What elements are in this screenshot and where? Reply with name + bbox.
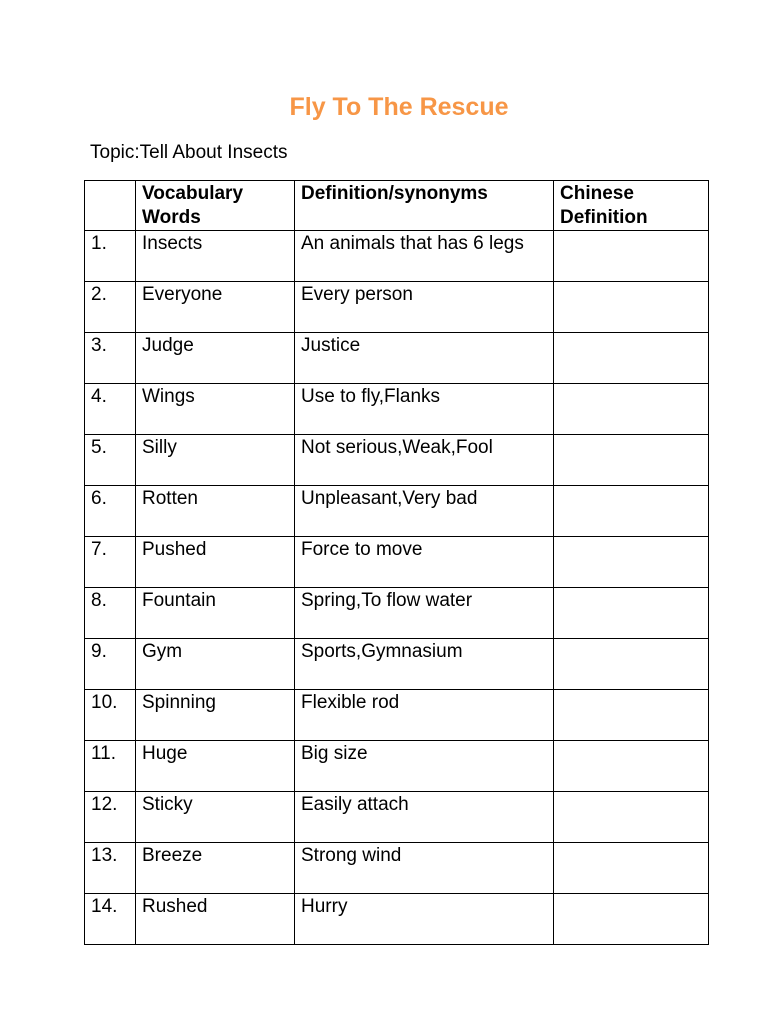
vocabulary-table [84,180,709,945]
chinese-definition-cell[interactable] [554,384,709,435]
definition-cell: Not serious,Weak,Fool [295,435,554,486]
table-row [85,741,709,792]
vocabulary-word: Judge [136,333,295,384]
chinese-definition-cell[interactable] [554,741,709,792]
vocabulary-word: Insects [136,231,295,282]
table-row [85,333,709,384]
vocabulary-word: Rushed [136,894,295,945]
row-number: 11. [85,741,136,792]
row-number: 13. [85,843,136,894]
chinese-definition-cell[interactable] [554,282,709,333]
header-vocabulary-words: Vocabulary Words [136,181,295,231]
document-title: Fly To The Rescue [289,93,509,121]
vocabulary-word: Everyone [136,282,295,333]
chinese-definition-cell[interactable] [554,537,709,588]
chinese-definition-cell[interactable] [554,435,709,486]
table-body [85,231,709,945]
row-number: 14. [85,894,136,945]
table-row [85,639,709,690]
definition-cell: Unpleasant,Very bad [295,486,554,537]
table-row [85,894,709,945]
row-number: 12. [85,792,136,843]
chinese-definition-cell[interactable] [554,894,709,945]
chinese-definition-cell[interactable] [554,231,709,282]
header-number [85,181,136,231]
vocabulary-word: Breeze [136,843,295,894]
row-number: 8. [85,588,136,639]
definition-cell: An animals that has 6 legs [295,231,554,282]
vocabulary-word: Huge [136,741,295,792]
definition-cell: Force to move [295,537,554,588]
chinese-definition-cell[interactable] [554,843,709,894]
chinese-definition-cell[interactable] [554,486,709,537]
definition-cell: Easily attach [295,792,554,843]
row-number: 1. [85,231,136,282]
table-row [85,588,709,639]
vocabulary-word: Pushed [136,537,295,588]
row-number: 9. [85,639,136,690]
chinese-definition-cell[interactable] [554,588,709,639]
definition-cell: Strong wind [295,843,554,894]
table-row [85,435,709,486]
topic-line: Topic:Tell About Insects [90,142,288,163]
vocabulary-word: Gym [136,639,295,690]
vocabulary-word: Sticky [136,792,295,843]
row-number: 6. [85,486,136,537]
row-number: 4. [85,384,136,435]
chinese-definition-cell[interactable] [554,639,709,690]
table-row [85,282,709,333]
table-row [85,690,709,741]
chinese-definition-cell[interactable] [554,792,709,843]
table-row [85,792,709,843]
table-row [85,486,709,537]
table-row [85,537,709,588]
row-number: 3. [85,333,136,384]
table-header-row [85,181,709,231]
row-number: 10. [85,690,136,741]
table-row [85,384,709,435]
definition-cell: Every person [295,282,554,333]
table-row [85,843,709,894]
definition-cell: Big size [295,741,554,792]
definition-cell: Hurry [295,894,554,945]
chinese-definition-cell[interactable] [554,333,709,384]
definition-cell: Justice [295,333,554,384]
definition-cell: Flexible rod [295,690,554,741]
definition-cell: Spring,To flow water [295,588,554,639]
header-chinese-definition: Chinese Definition [554,181,709,231]
vocabulary-word: Fountain [136,588,295,639]
table-row [85,231,709,282]
row-number: 5. [85,435,136,486]
vocabulary-word: Rotten [136,486,295,537]
vocabulary-word: Wings [136,384,295,435]
definition-cell: Sports,Gymnasium [295,639,554,690]
row-number: 2. [85,282,136,333]
definition-cell: Use to fly,Flanks [295,384,554,435]
vocabulary-word: Spinning [136,690,295,741]
chinese-definition-cell[interactable] [554,690,709,741]
header-definition-synonyms: Definition/synonyms [295,181,554,231]
row-number: 7. [85,537,136,588]
vocabulary-word: Silly [136,435,295,486]
